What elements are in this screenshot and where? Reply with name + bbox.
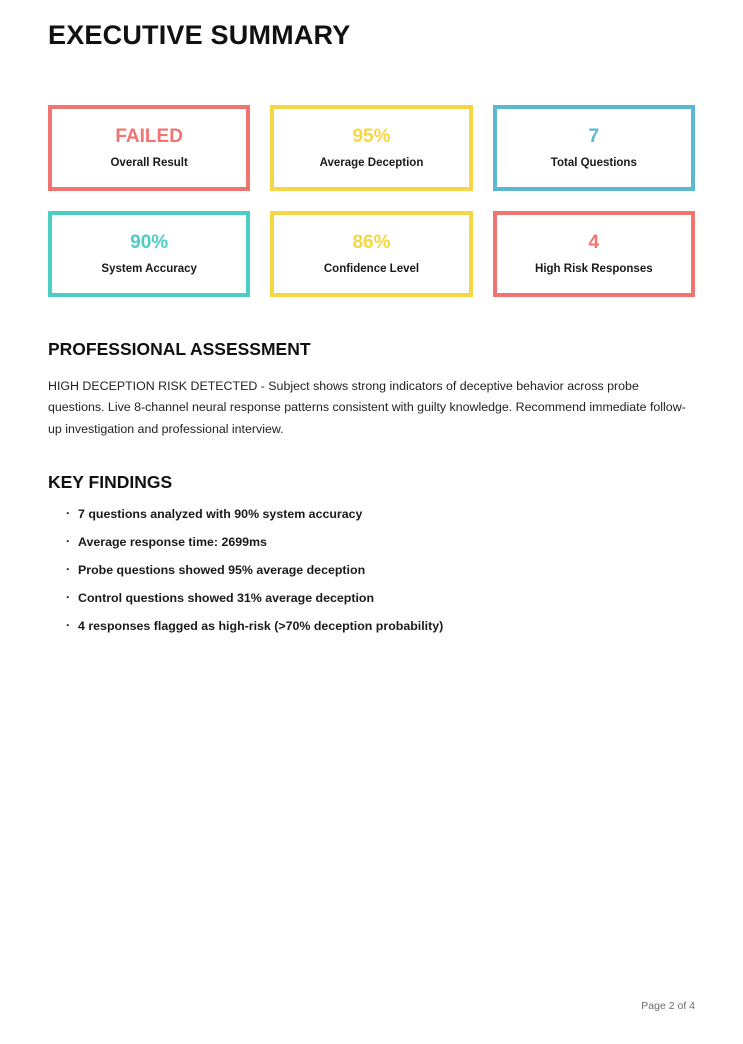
bullet-glyph: · bbox=[66, 589, 71, 604]
key-findings-section bbox=[48, 472, 695, 633]
summary-cards-grid bbox=[48, 105, 695, 297]
list-item-text: Average response time: 2699ms bbox=[78, 534, 267, 549]
bullet-glyph: · bbox=[66, 505, 71, 520]
assessment-heading: PROFESSIONAL ASSESSMENT bbox=[48, 339, 311, 359]
stat-value: 4 bbox=[588, 231, 600, 253]
bullet-glyph: · bbox=[66, 533, 71, 548]
assessment-body: HIGH DECEPTION RISK DETECTED - Subject shows strong indicators of deceptive behavior across probe questions. Live 8-channel neural response patterns consistent with guilty knowledge. Recommend immediate follow-up investigation and professional interview. bbox=[48, 379, 686, 436]
stat-card-total-questions bbox=[493, 105, 695, 191]
stat-value: FAILED bbox=[115, 125, 183, 147]
page-title: EXECUTIVE SUMMARY bbox=[48, 20, 351, 50]
list-item-text: 7 questions analyzed with 90% system accuracy bbox=[78, 506, 363, 521]
stat-label: Total Questions bbox=[550, 157, 637, 170]
stat-card-system-accuracy bbox=[48, 211, 250, 297]
bullet-glyph: · bbox=[66, 561, 71, 576]
stat-card-confidence-level bbox=[270, 211, 472, 297]
professional-assessment-section bbox=[48, 339, 695, 440]
list-item bbox=[66, 563, 695, 577]
findings-heading: KEY FINDINGS bbox=[48, 471, 173, 492]
list-item bbox=[66, 507, 695, 521]
list-item bbox=[66, 591, 695, 605]
list-item bbox=[66, 619, 695, 633]
findings-list bbox=[48, 507, 695, 633]
stat-value: 90% bbox=[130, 231, 169, 253]
stat-label: High Risk Responses bbox=[535, 263, 653, 276]
stat-value: 86% bbox=[352, 231, 391, 253]
stat-label: Confidence Level bbox=[323, 263, 420, 276]
list-item-text: Probe questions showed 95% average deception bbox=[78, 562, 366, 577]
stat-value: 7 bbox=[588, 125, 600, 147]
list-item-text: 4 responses flagged as high-risk (>70% deception probability) bbox=[78, 618, 444, 633]
stat-label: Overall Result bbox=[110, 157, 188, 170]
stat-label: Average Deception bbox=[319, 157, 424, 170]
list-item bbox=[66, 535, 695, 549]
list-item-text: Control questions showed 31% average deception bbox=[78, 590, 375, 605]
stat-card-average-deception bbox=[270, 105, 472, 191]
stat-card-overall-result bbox=[48, 105, 250, 191]
stat-card-high-risk-responses bbox=[493, 211, 695, 297]
stat-label: System Accuracy bbox=[101, 263, 197, 276]
bullet-glyph: · bbox=[66, 617, 71, 632]
stat-value: 95% bbox=[352, 125, 391, 147]
page-footer: Page 2 of 4 bbox=[641, 1000, 695, 1012]
